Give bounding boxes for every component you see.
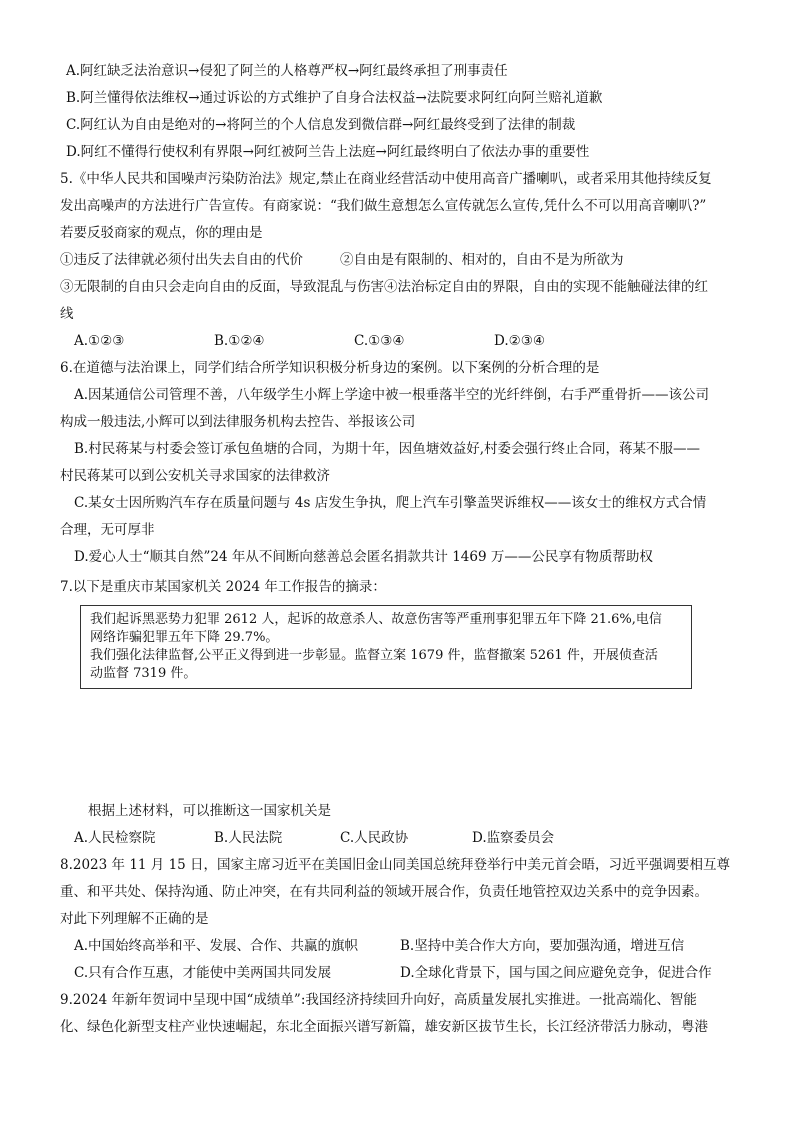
q7-option-b: B.人民法院 [214, 830, 283, 846]
q6-stem: 6.在道德与法治课上，同学们结合所学知识积极分析身边的案例。以下案例的分析合理的是 [60, 360, 600, 376]
q5-statement-4-cont: 线 [60, 306, 74, 322]
q8-option-a: A.中国始终高举和平、发展、合作、共赢的旗帜 [74, 938, 359, 954]
q6-option-a-line-1: A.因某通信公司管理不善，八年级学生小辉上学途中被一根垂落半空的光纤绊倒，右手严重骨折——该公司 [74, 387, 710, 403]
q9-line-2: 化、绿色化新型支柱产业快速崛起，东北全面振兴谱写新篇，雄安新区拔节生长，长江经济带活力脉动，粤港 [60, 1019, 708, 1035]
q7-option-c: C.人民政协 [340, 830, 409, 846]
q9-line-1: 9.2024 年新年贺词中呈现中国“成绩单”:我国经济持续回升向好，高质量发展扎实推进。一批高端化、智能 [60, 992, 697, 1008]
q7-material-box [80, 605, 692, 689]
q7-stem: 7.以下是重庆市某国家机关 2024 年工作报告的摘录： [60, 579, 386, 595]
q5-option-b: B.①②④ [214, 333, 265, 349]
q6-option-b-line-2: 村民蒋某可以到公安机关寻求国家的法律救济 [60, 468, 330, 484]
q5-option-a: A.①②③ [74, 333, 125, 349]
q5-statement-2: ②自由是有限制的、相对的，自由不是为所欲为 [340, 252, 624, 268]
q4-option-c: C.阿红认为自由是绝对的→将阿兰的个人信息发到微信群→阿红最终受到了法律的制裁 [66, 117, 576, 133]
q7-material-line-1: 我们起诉黑恶势力犯罪 2612 人，起诉的故意杀人、故意伤害等严重刑事犯罪五年下降 21.6%,电信 [90, 612, 662, 627]
q8-option-b: B.坚持中美合作大方向，要加强沟通，增进互信 [400, 938, 685, 954]
q7-option-d: D.监察委员会 [472, 830, 555, 846]
q8-stem-line-3: 对此下列理解不正确的是 [60, 911, 209, 927]
q5-option-d: D.②③④ [494, 333, 545, 349]
q6-option-c-line-2: 合理，无可厚非 [60, 522, 155, 538]
q6-option-a-line-2: 构成一般违法,小辉可以到法律服务机构去控告、举报该公司 [60, 414, 416, 430]
q8-option-d: D.全球化背景下，国与国之间应避免竞争，促进合作 [400, 965, 712, 981]
q5-statement-3-4: ③无限制的自由只会走向自由的反面，导致混乱与伤害④法治标定自由的界限，自由的实现不能触碰法律的红 [60, 279, 708, 295]
q4-option-a: A.阿红缺乏法治意识→侵犯了阿兰的人格尊严权→阿红最终承担了刑事责任 [66, 63, 508, 79]
q6-option-c-line-1: C.某女士因所购汽车存在质量问题与 4s 店发生争执，爬上汽车引擎盖哭诉维权——该女士的维权方式合情 [74, 495, 707, 511]
q7-option-a: A.人民检察院 [74, 830, 156, 846]
q7-question: 根据上述材料，可以推断这一国家机关是 [88, 803, 331, 819]
q7-material-line-3: 我们强化法律监督,公平正义得到进一步彰显。监督立案 1679 件，监督撤案 5261 件，开展侦查活 [90, 648, 658, 663]
q5-stem-line-1: 5.《中华人民共和国噪声污染防治法》规定,禁止在商业经营活动中使用高音广播喇叭，或者采用其他持续反复 [60, 171, 712, 187]
q8-stem-line-2: 重、和平共处、保持沟通、防止冲突，在有共同利益的领域开展合作，负责任地管控双边关系中的竞争因素。 [60, 884, 708, 900]
q7-material-line-2: 网络诈骗犯罪五年下降 29.7%。 [90, 630, 279, 645]
q4-option-d: D.阿红不懂得行使权利有界限→阿红被阿兰告上法庭→阿红最终明白了依法办事的重要性 [66, 144, 590, 160]
q5-statement-1: ①违反了法律就必须付出失去自由的代价 [60, 252, 303, 268]
q8-option-c: C.只有合作互惠，才能使中美两国共同发展 [74, 965, 332, 981]
q5-stem-line-3: 若要反驳商家的观点，你的理由是 [60, 225, 263, 241]
q6-option-b-line-1: B.村民蒋某与村委会签订承包鱼塘的合同，为期十年，因鱼塘效益好,村委会强行终止合同，蒋某不服—— [74, 441, 701, 457]
q8-stem-line-1: 8.2023 年 11 月 15 日，国家主席习近平在美国旧金山同美国总统拜登举行中美元首会晤，习近平强调要相互尊 [60, 857, 731, 873]
q6-option-d: D.爱心人士“顺其自然”24 年从不间断向慈善总会匿名捐款共计 1469 万——公民享有物质帮助权 [74, 549, 653, 565]
q4-option-b: B.阿兰懂得依法维权→通过诉讼的方式维护了自身合法权益→法院要求阿红向阿兰赔礼道歉 [66, 90, 603, 106]
q7-material-line-4: 动监督 7319 件。 [90, 666, 197, 681]
q5-stem-line-2: 发出高噪声的方法进行广告宣传。有商家说：“我们做生意想怎么宣传就怎么宣传,凭什么不可以用高音喇叭?” [60, 198, 707, 214]
q5-option-c: C.①③④ [354, 333, 405, 349]
